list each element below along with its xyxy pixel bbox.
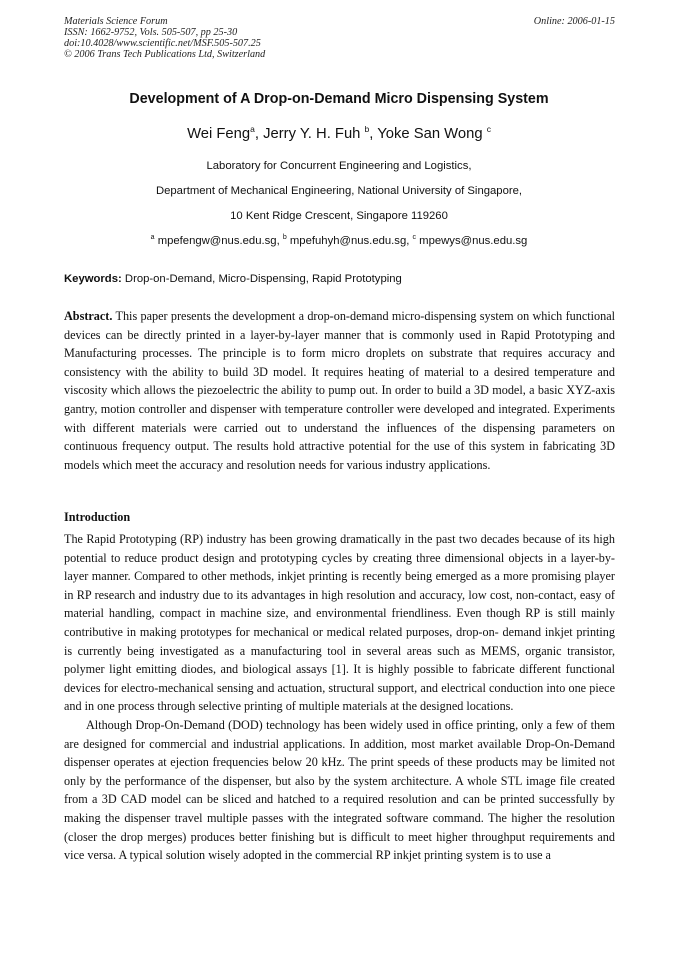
email-mark: a xyxy=(150,234,155,241)
journal-name: Materials Science Forum xyxy=(64,16,168,27)
email-address[interactable]: mpewys@nus.edu.sg xyxy=(419,235,528,247)
email-mark: b xyxy=(282,234,287,241)
online-date: Online: 2006-01-15 xyxy=(533,16,615,27)
issn-line: ISSN: 1662-9752, Vols. 505-507, pp 25-30 xyxy=(64,27,238,38)
introduction-text-1: The Rapid Prototyping (RP) industry has been growing dramatically in the past two decades because of its high potential to reduce product design and prototyping cycles by creating three dimensional objects in a layer-by-layer manner. Compared to other methods, inkjet printing is recently being emerged as a more promising player in RP research and industry due to its advantages in high resolution and accuracy, low cost, non-contact, easy of material handling, compact in machine size, and environmental friendliness. Even though RP is still mainly contributive in making prototypes for mechanical or medical related purposes, drop-on- demand inkjet printing is currently being investigated as a manufacturing tool in several areas such as MEMS, organic transistor, polymer light emitting diodes, and biological assays [1]. It is highly possible to fabricate different functional devices for electro-mechanical sensing and actuation, structural support, and electrical conduction into one piece and in one process through selective printing of multiple materials at the designed locations. xyxy=(64,532,615,714)
email-line: $^a$ mpefengw@nus.edu.sg, $^b$ mpefuhyh@nus.edu.sg, $^c$ mpewys@nus.edu.sg xyxy=(150,234,528,247)
paper-title: Development of A Drop-on-Demand Micro Dispensing System xyxy=(129,91,549,107)
keywords-label: Keywords: xyxy=(64,273,122,285)
email-address[interactable]: mpefuhyh@nus.edu.sg xyxy=(289,235,407,247)
author-mark: a xyxy=(250,124,255,134)
email-address[interactable]: mpefengw@nus.edu.sg xyxy=(157,235,277,247)
affiliation-line-3: 10 Kent Ridge Crescent, Singapore 119260 xyxy=(230,210,448,222)
introduction-paragraph xyxy=(64,530,615,865)
introduction-text-2: Although Drop-On-Demand (DOD) technology has been widely used in office printing, only a few of them are designed for commercial and industrial applications. In addition, most market available Drop-On-Demand dispenser operates at ejection frequencies below 20 kHz. The print speeds of these products may be limited not only by the performance of the dispenser, but also by the system architecture. A whole STL image file created from a 3D CAD model can be sliced and hatched to a required resolution and can be printed successfully by making the dispenser travel multiple passes with the integrated software command. The higher the resolution (closer the drop merges) produces better finishing but is difficult to meet higher throughput requirements and vice versa. A typical solution wisely adopted in the commercial RP inkjet printing system is to use a xyxy=(64,717,615,863)
affiliation-line-2: Department of Mechanical Engineering, National University of Singapore, xyxy=(155,185,523,197)
author-mark: c xyxy=(486,124,491,134)
doi-line: doi:10.4028/www.scientific.net/MSF.505-507.25 xyxy=(64,38,261,49)
author-separator: , xyxy=(254,126,264,142)
abstract-text: This paper presents the development a drop-on-demand micro-dispensing system on which functional devices can be directly printed in a layer-by-layer manner that is commonly used in Rapid Prototyping and Manufacturing processes. The principle is to form micro droplets on substrate that requires accuracy and consistency with the ability to build 3D model. It requires heating of material to a desired temperature and viscosity which allows the piezoelectric the ability to pump out. In order to build a 3D model, a basic XYZ-axis gantry, motion controller and dispenser with temperature controller were developed and integrated. Experiments with different materials were carried out to understand the influences of the dispensing parameters on continuous frequency output. The results hold attractive potential for the use of this system in fabricating 3D models which meet the accuracy and resolution needs for various industry applications. xyxy=(64,309,615,472)
author-name: Wei Feng xyxy=(187,126,251,142)
author-mark: b xyxy=(364,124,370,134)
abstract-label: Abstract. xyxy=(64,309,113,323)
abstract-paragraph xyxy=(64,307,615,474)
email-mark: c xyxy=(412,234,417,241)
publication-info xyxy=(64,16,615,60)
keywords-line xyxy=(64,273,615,285)
copyright-line: © 2006 Trans Tech Publications Ltd, Switzerland xyxy=(64,49,266,60)
author-name: Jerry Y. H. Fuh xyxy=(263,126,361,142)
affiliation-line-1: Laboratory for Concurrent Engineering and Logistics, xyxy=(206,160,472,172)
section-heading-introduction: Introduction xyxy=(64,510,131,524)
author-list xyxy=(0,124,678,142)
keywords-text: Drop-on-Demand, Micro-Dispensing, Rapid Prototyping xyxy=(124,273,402,285)
author-name: Yoke San Wong xyxy=(377,126,483,142)
author-separator: , xyxy=(369,126,378,142)
